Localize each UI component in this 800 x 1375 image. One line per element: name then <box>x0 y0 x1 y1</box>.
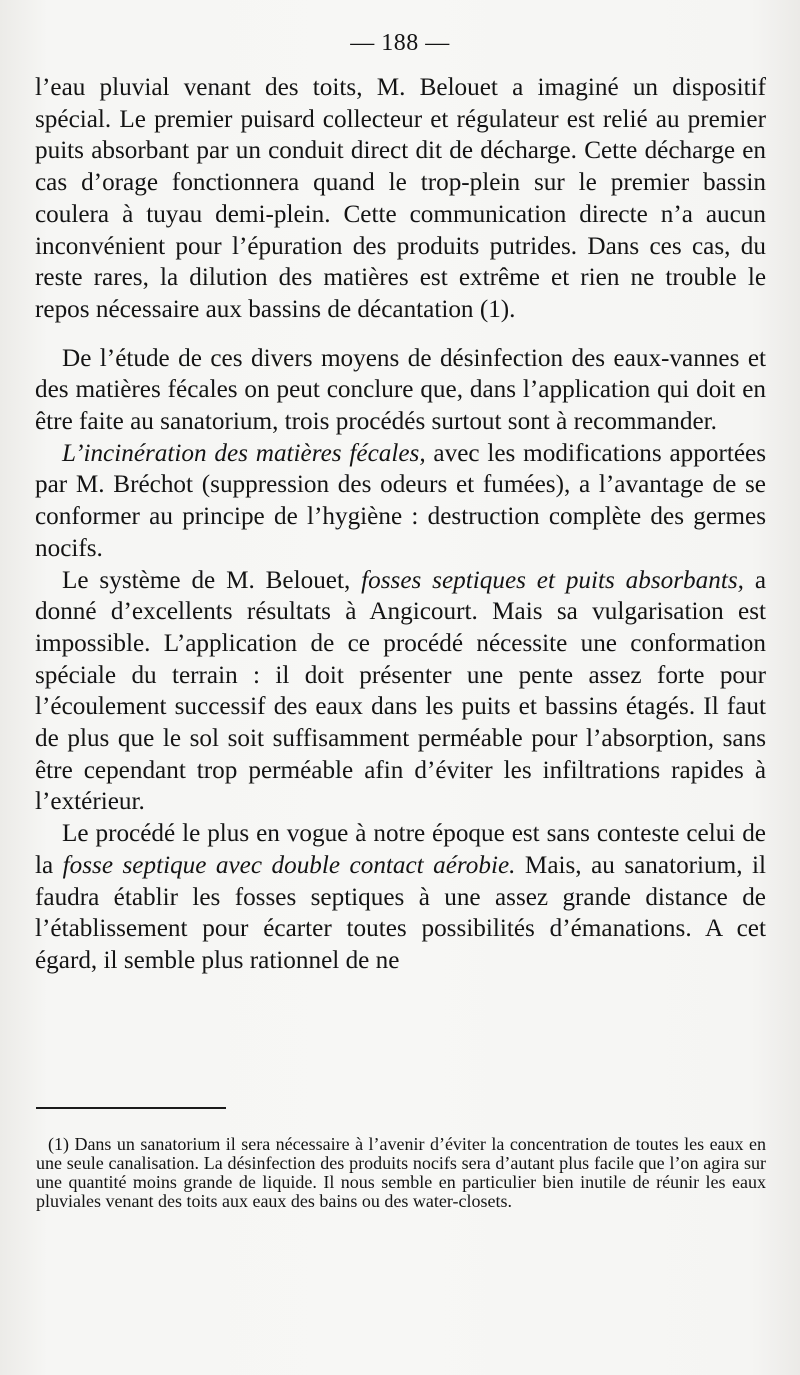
paragraph-4 <box>35 565 766 819</box>
paragraph-4-lead: Le système de M. Belouet, <box>62 566 362 594</box>
footnote-rule <box>36 1107 226 1109</box>
footnote <box>36 1135 766 1211</box>
paragraph-3-text: avec les modifications apportées par M. Bréchot (suppression des odeurs et fumées), a l’avantage de se conformer au principe de l’hygiène : destruction complète des germes nocifs. <box>35 439 766 562</box>
footnote-text: (1) Dans un sanatorium il sera nécessaire à l’avenir d’éviter la concentration de toutes les eaux en une seule canalisation. La désinfection des produits nocifs sera d’autant plus facile que l’on agira sur une quantité moins grande de liquide. Il nous semble en particulier bien inutile de réunir les eaux pluviales venant des toits aux eaux des bains ou des water-closets. <box>36 1134 766 1211</box>
page-number: — 188 — <box>350 30 450 56</box>
paragraph-2-text: De l’étude de ces divers moyens de désinfection des eaux-vannes et des matières fécales on peut conclure que, dans l’application qui doit en être faite au sanatorium, trois procédés surtout sont à recommander. <box>35 344 766 436</box>
paragraph-5-italic: fosse septique avec double contact aérobie. <box>62 851 516 879</box>
paragraph-2 <box>35 343 766 438</box>
paragraph-3 <box>35 438 766 565</box>
paragraph-1 <box>35 72 766 326</box>
paragraph-5 <box>35 818 766 977</box>
paragraph-4-italic: fosses septiques et puits absorbants, <box>361 566 744 594</box>
paragraph-1-text: l’eau pluvial venant des toits, M. Belouet a imaginé un dispositif spécial. Le premier puisard collecteur et régulateur est relié au premier puits absorbant par un conduit direct dit de décharge. Cette décharge en cas d’orage fonctionnera quand le trop-plein sur le premier bassin coulera à tuyau demi-plein. Cette communication directe n’a aucun inconvénient pour l’épuration des produits putrides. Dans ces cas, du reste rares, la dilution des matières est extrême et rien ne trouble le repos nécessaire aux bassins de décantation (1). <box>35 74 766 323</box>
paragraph-3-italic: L’incinération des matières fécales, <box>62 439 426 467</box>
paragraph-5-text: Mais, au sanatorium, il faudra établir les fosses septiques à une assez grande distance de l’établissement pour écarter toutes possibilités d’émanations. A cet égard, il semble plus rationnel de ne <box>35 851 766 974</box>
paragraph-4-text: a donné d’excellents résultats à Angicourt. Mais sa vulgarisation est impossible. L’application de ce procédé nécessite une conformation spéciale du terrain : il doit présenter une pente assez forte pour l’écoulement successif des eaux dans les puits et bassins étagés. Il faut de plus que le sol soit suffisamment perméable pour l’absorption, sans être cependant trop perméable afin d’éviter les infiltrations rapides à l’extérieur. <box>35 566 766 816</box>
paragraph-5-lead: Le procédé le plus en vogue à notre époque est sans conteste celui de la <box>35 820 766 879</box>
body-text <box>35 72 766 977</box>
